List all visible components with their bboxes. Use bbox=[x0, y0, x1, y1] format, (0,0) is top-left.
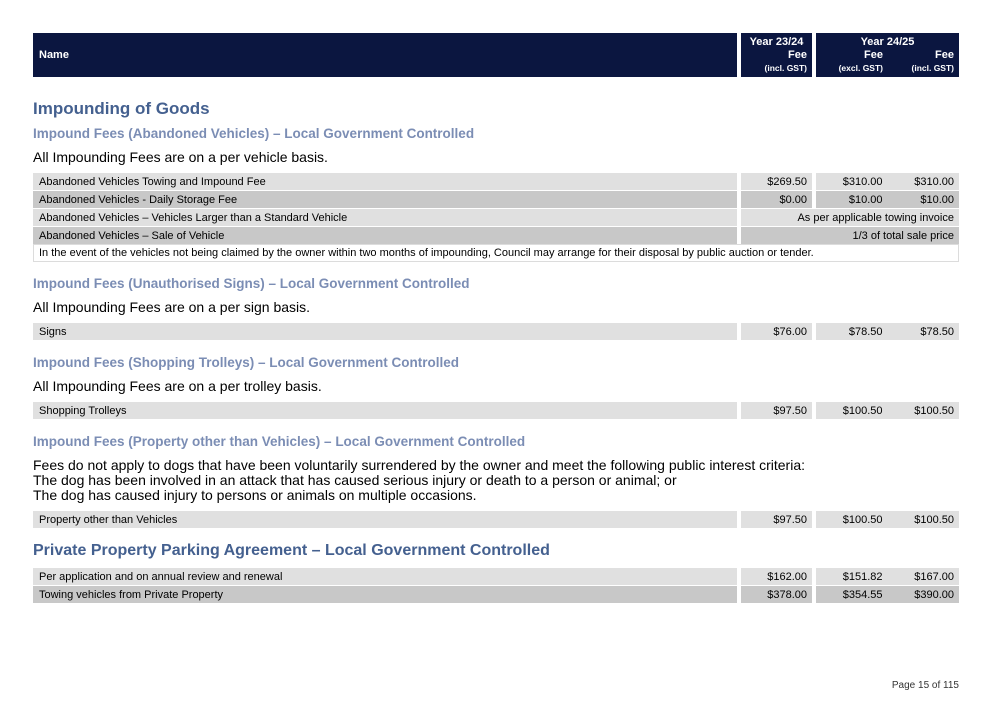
row-fee-23-24: $269.50 bbox=[741, 173, 812, 190]
header-year2-fee-excl: Fee bbox=[864, 49, 883, 61]
row-fee-23-24: $76.00 bbox=[741, 323, 812, 340]
row-name: Towing vehicles from Private Property bbox=[33, 586, 737, 603]
header-year1-fee: Fee bbox=[788, 49, 807, 61]
row-fee-23-24: $378.00 bbox=[741, 586, 812, 603]
row-fee-spanning: As per applicable towing invoice bbox=[741, 209, 959, 226]
note-dogs-line2: The dog has been involved in an attack that has caused serious injury or death to a person or animal; or bbox=[33, 472, 677, 488]
row-fee-incl: $310.00 bbox=[914, 175, 954, 188]
row-fee-23-24: $0.00 bbox=[741, 191, 812, 208]
table-row bbox=[33, 323, 959, 340]
row-fee-excl: $310.00 bbox=[842, 175, 883, 188]
header-year2-fee-incl: Fee bbox=[935, 49, 954, 61]
row-fee-excl: $100.50 bbox=[842, 513, 883, 526]
row-name: Abandoned Vehicles Towing and Impound Fee bbox=[33, 173, 737, 190]
subsection-title-unauthorised-signs: Impound Fees (Unauthorised Signs) – Local Government Controlled bbox=[33, 276, 470, 291]
header-year-24-25 bbox=[816, 33, 959, 77]
header-year2-label: Year 24/25 bbox=[860, 36, 915, 48]
table-row bbox=[33, 173, 959, 190]
row-fee-excl: $100.50 bbox=[842, 404, 883, 417]
row-fee-excl: $78.50 bbox=[848, 325, 883, 338]
note-per-sign: All Impounding Fees are on a per sign basis. bbox=[33, 299, 311, 315]
row-name: Shopping Trolleys bbox=[33, 402, 737, 419]
page-number: Page 15 of 115 bbox=[891, 680, 959, 691]
table-row bbox=[33, 227, 959, 244]
row-fee-excl: $354.55 bbox=[842, 588, 883, 601]
section-title-private-parking: Private Property Parking Agreement – Local Government Controlled bbox=[33, 542, 550, 559]
row-name: Abandoned Vehicles - Daily Storage Fee bbox=[33, 191, 737, 208]
section-title-impounding: Impounding of Goods bbox=[33, 99, 210, 118]
table-row bbox=[33, 511, 959, 528]
row-fee-incl: $100.50 bbox=[914, 513, 954, 526]
subsection-title-shopping-trolleys: Impound Fees (Shopping Trolleys) – Local Government Controlled bbox=[33, 355, 460, 370]
row-name: Abandoned Vehicles – Sale of Vehicle bbox=[33, 227, 737, 244]
subsection-title-property: Impound Fees (Property other than Vehicles) – Local Government Controlled bbox=[33, 434, 526, 449]
row-fee-incl: $100.50 bbox=[914, 404, 954, 417]
row-fee-incl: $78.50 bbox=[920, 325, 954, 338]
table-row-footnote bbox=[33, 244, 959, 262]
header-year1-gst: (incl. GST) bbox=[764, 63, 807, 73]
note-per-trolley: All Impounding Fees are on a per trolley basis. bbox=[33, 378, 322, 394]
row-name: Signs bbox=[33, 323, 737, 340]
table-row bbox=[33, 568, 959, 585]
header-name: Name bbox=[33, 33, 737, 77]
row-name: Per application and on annual review and renewal bbox=[33, 568, 737, 585]
row-fee-incl: $167.00 bbox=[914, 570, 954, 583]
row-fee-23-24: $97.50 bbox=[741, 511, 812, 528]
subsection-title-abandoned-vehicles: Impound Fees (Abandoned Vehicles) – Local Government Controlled bbox=[33, 126, 475, 141]
header-year2-gst-excl: (excl. GST) bbox=[838, 63, 883, 73]
header-year2-gst-incl: (incl. GST) bbox=[911, 63, 954, 73]
header-year-23-24 bbox=[741, 33, 812, 77]
note-per-vehicle: All Impounding Fees are on a per vehicle basis. bbox=[33, 149, 328, 165]
fee-schedule-page bbox=[33, 33, 959, 601]
note-dogs-line3: The dog has caused injury to persons or animals on multiple occasions. bbox=[33, 487, 477, 503]
table-row bbox=[33, 191, 959, 208]
row-fee-excl: $151.82 bbox=[842, 570, 883, 583]
row-fee-spanning: 1/3 of total sale price bbox=[741, 227, 959, 244]
header-year1-label: Year 23/24 bbox=[749, 36, 804, 48]
row-fee-incl: $10.00 bbox=[920, 193, 954, 206]
table-header bbox=[33, 33, 959, 77]
note-dogs-line1: Fees do not apply to dogs that have been voluntarily surrendered by the owner and meet the following public interest criteria: bbox=[33, 457, 806, 473]
row-fee-23-24: $162.00 bbox=[741, 568, 812, 585]
row-fee-incl: $390.00 bbox=[914, 588, 954, 601]
row-name: Abandoned Vehicles – Vehicles Larger than a Standard Vehicle bbox=[33, 209, 737, 226]
table-row bbox=[33, 402, 959, 419]
table-row bbox=[33, 586, 959, 603]
row-fee-23-24: $97.50 bbox=[741, 402, 812, 419]
table-row bbox=[33, 209, 959, 226]
row-fee-excl: $10.00 bbox=[848, 193, 883, 206]
row-name: Property other than Vehicles bbox=[33, 511, 737, 528]
row-footnote-text: In the event of the vehicles not being claimed by the owner within two months of impounding, Council may arrange for their disposal by public auction or tender. bbox=[39, 247, 814, 259]
